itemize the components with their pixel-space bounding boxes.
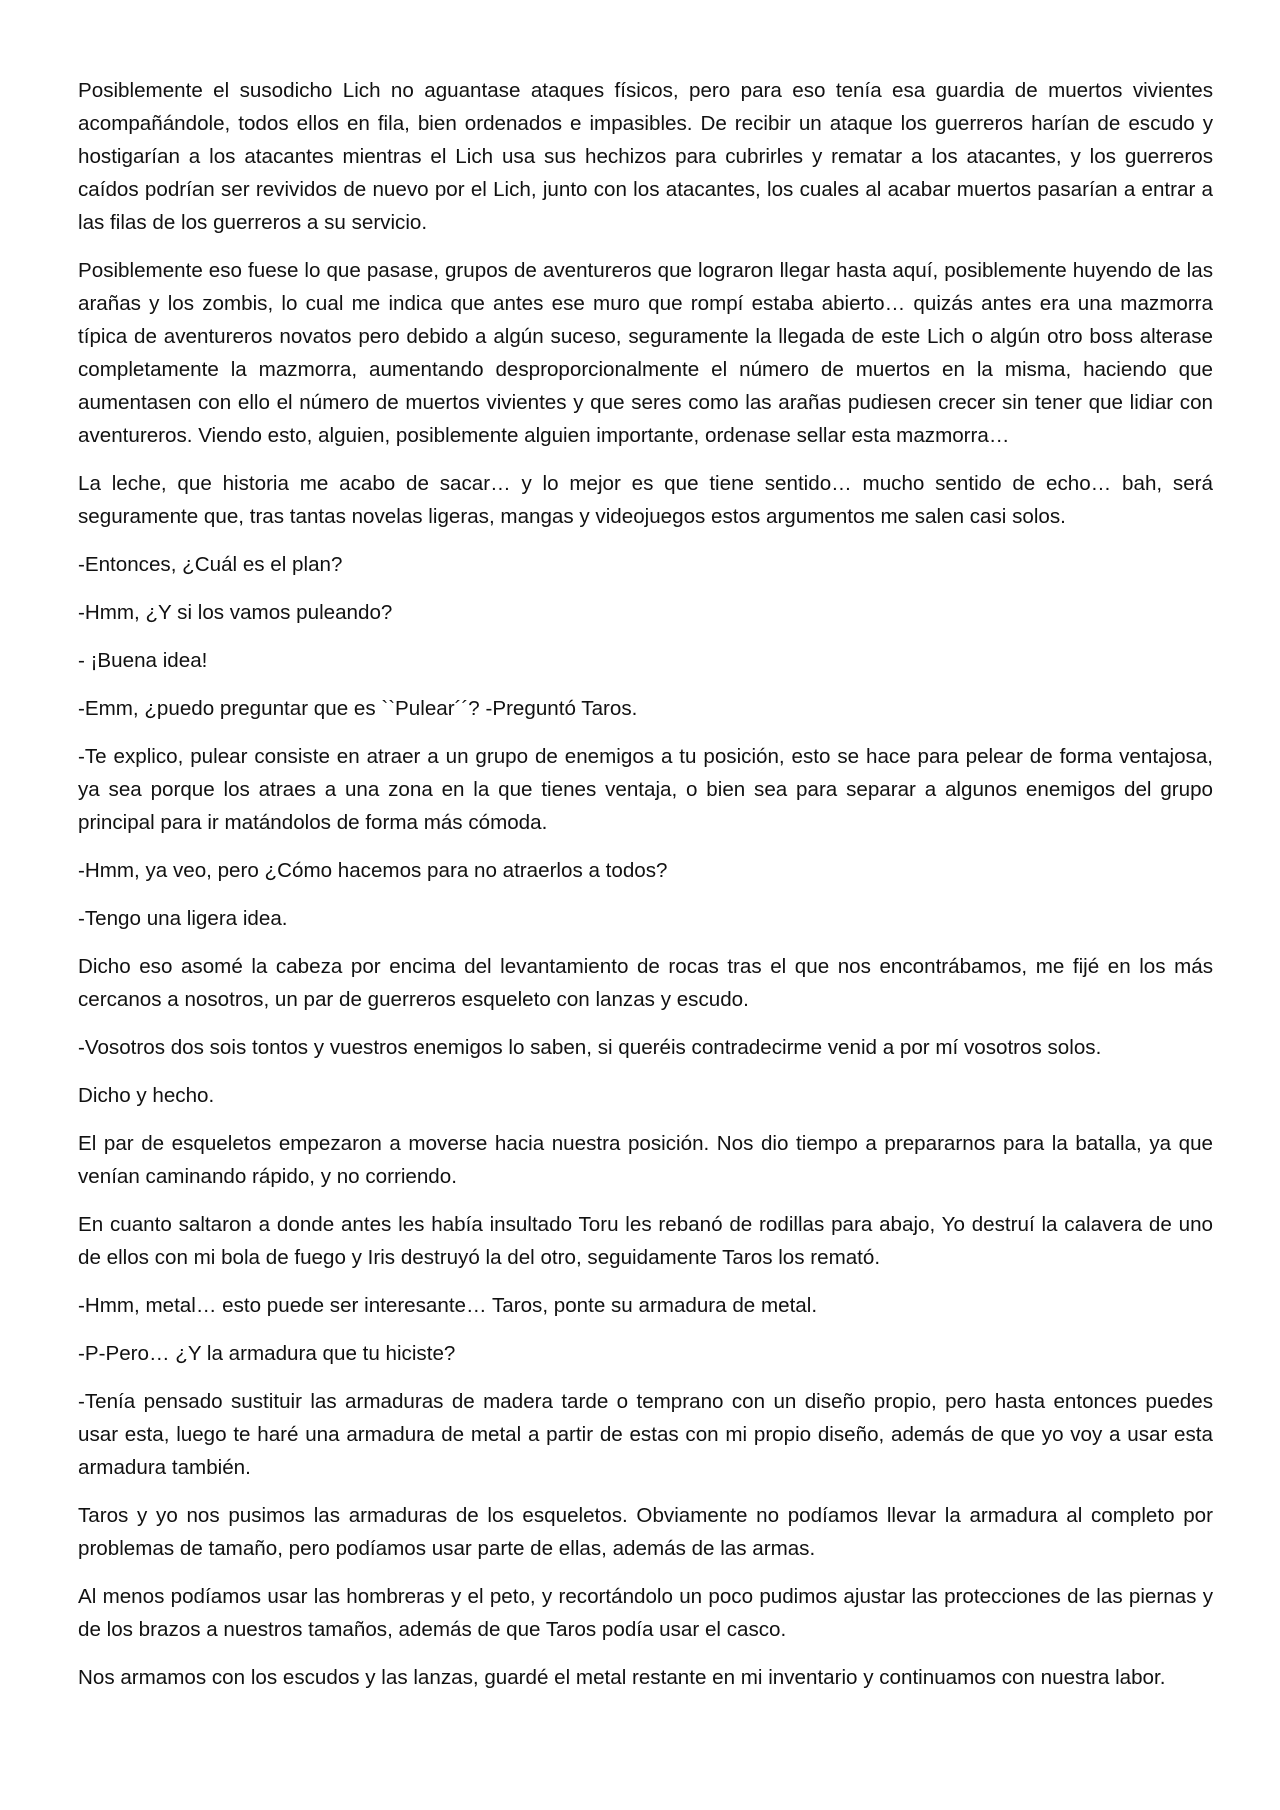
paragraph: En cuanto saltaron a donde antes les había insultado Toru les rebanó de rodillas para abajo, Yo destruí la calavera de uno de ellos con mi bola de fuego y Iris destruyó la del otro, seguidamente Taros los remató. — [78, 1213, 1213, 1269]
paragraph: -Hmm, ¿Y si los vamos puleando? — [78, 601, 393, 624]
paragraph: -P-Pero… ¿Y la armadura que tu hiciste? — [78, 1342, 456, 1365]
paragraph: -Vosotros dos sois tontos y vuestros enemigos lo saben, si queréis contradecirme venid a por mí vosotros solos. — [78, 1036, 1102, 1059]
paragraph: -Te explico, pulear consiste en atraer a un grupo de enemigos a tu posición, esto se hace para pelear de forma ventajosa, ya sea porque los atraes a una zona en la que tienes ventaja, o bien sea para separar a algunos enemigos del grupo principal para ir matándolos de forma más cómoda. — [78, 745, 1213, 834]
paragraph: Al menos podíamos usar las hombreras y el peto, y recortándolo un poco pudimos ajustar las protecciones de las piernas y de los brazos a nuestros tamaños, además de que Taros podía usar el casco. — [78, 1585, 1213, 1641]
paragraph: -Hmm, ya veo, pero ¿Cómo hacemos para no atraerlos a todos? — [78, 859, 668, 882]
paragraph: La leche, que historia me acabo de sacar… y lo mejor es que tiene sentido… mucho sentido de echo… bah, será seguramente que, tras tantas novelas ligeras, mangas y videojuegos estos argumentos me salen casi solos. — [78, 472, 1213, 528]
paragraph: Taros y yo nos pusimos las armaduras de los esqueletos. Obviamente no podíamos llevar la armadura al completo por problemas de tamaño, pero podíamos usar parte de ellas, además de las armas. — [78, 1504, 1213, 1560]
paragraph: Posiblemente eso fuese lo que pasase, grupos de aventureros que lograron llegar hasta aquí, posiblemente huyendo de las arañas y los zombis, lo cual me indica que antes ese muro que rompí estaba abierto… quizás antes era una mazmorra típica de aventureros novatos pero debido a algún suceso, seguramente la llegada de este Lich o algún otro boss alterase completamente la mazmorra, aumentando desproporcionalmente el número de muertos en la misma, haciendo que aumentasen con ello el número de muertos vivientes y que seres como las arañas pudiesen crecer sin tener que lidiar con aventureros. Viendo esto, alguien, posiblemente alguien importante, ordenase sellar esta mazmorra… — [78, 259, 1213, 447]
paragraph: Dicho y hecho. — [78, 1084, 215, 1107]
paragraph: - ¡Buena idea! — [78, 649, 208, 672]
paragraph: -Entonces, ¿Cuál es el plan? — [78, 553, 343, 576]
paragraph: Posiblemente el susodicho Lich no aguantase ataques físicos, pero para eso tenía esa guardia de muertos vivientes acompañándole, todos ellos en fila, bien ordenados e impasibles. De recibir un ataque los guerreros harían de escudo y hostigarían a los atacantes mientras el Lich usa sus hechizos para cubrirles y rematar a los atacantes, y los guerreros caídos podrían ser revividos de nuevo por el Lich, junto con los atacantes, los cuales al acabar muertos pasarían a entrar a las filas de los guerreros a su servicio. — [78, 79, 1213, 234]
document-page — [78, 74, 1213, 1709]
paragraph: -Hmm, metal… esto puede ser interesante… Taros, ponte su armadura de metal. — [78, 1294, 818, 1317]
paragraph: -Tengo una ligera idea. — [78, 907, 288, 930]
paragraph: -Emm, ¿puedo preguntar que es ``Pulear´´? -Preguntó Taros. — [78, 697, 638, 720]
paragraph: Nos armamos con los escudos y las lanzas, guardé el metal restante en mi inventario y continuamos con nuestra labor. — [78, 1666, 1166, 1689]
paragraph: -Tenía pensado sustituir las armaduras de madera tarde o temprano con un diseño propio, pero hasta entonces puedes usar esta, luego te haré una armadura de metal a partir de estas con mi propio diseño, además de que yo voy a usar esta armadura también. — [78, 1390, 1213, 1479]
paragraph: Dicho eso asomé la cabeza por encima del levantamiento de rocas tras el que nos encontrábamos, me fijé en los más cercanos a nosotros, un par de guerreros esqueleto con lanzas y escudo. — [78, 955, 1213, 1011]
paragraph: El par de esqueletos empezaron a moverse hacia nuestra posición. Nos dio tiempo a prepararnos para la batalla, ya que venían caminando rápido, y no corriendo. — [78, 1132, 1213, 1188]
